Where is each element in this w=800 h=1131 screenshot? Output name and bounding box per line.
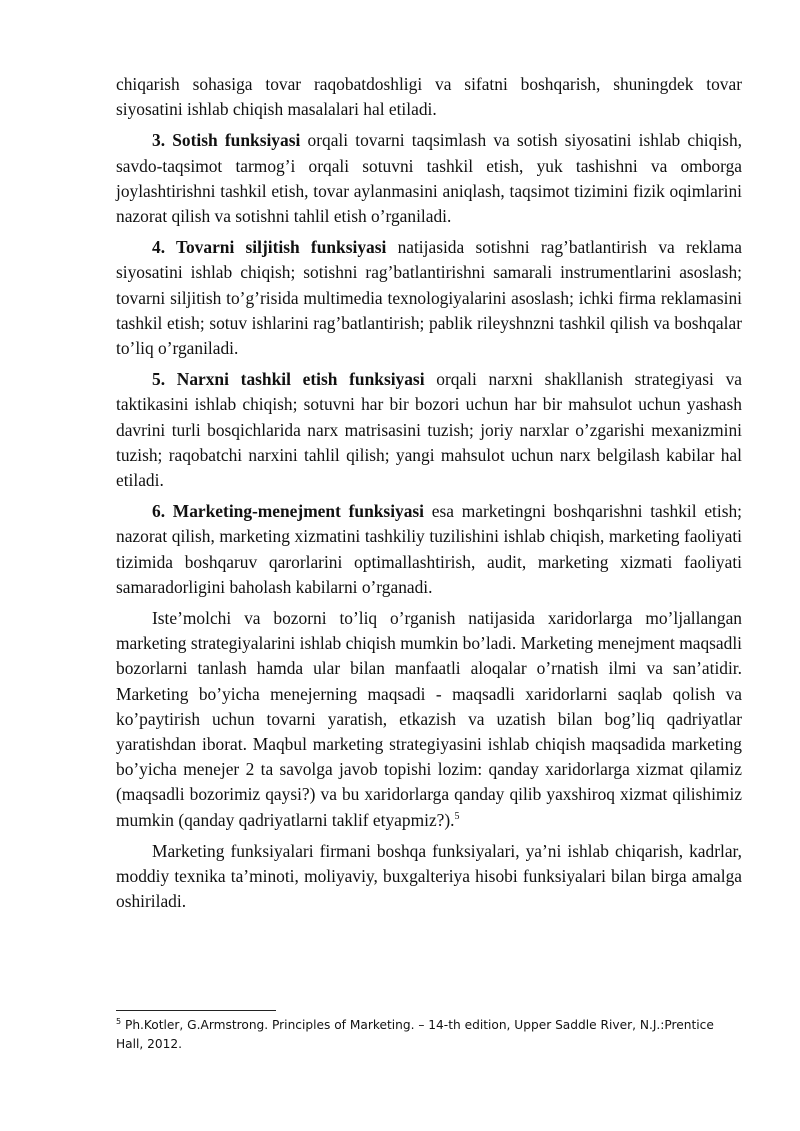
paragraph-pricing-function [116, 367, 742, 493]
paragraph-promotion-function [116, 235, 742, 361]
paragraph-management-function [116, 499, 742, 600]
footnote-number: 5 [116, 1016, 122, 1026]
paragraph-heading: 5. Narxni tashkil etish funksiyasi [152, 369, 425, 390]
footnote-text: Ph.Kotler, G.Armstrong. Principles of Marketing. – 14-th edition, Upper Saddle River, N.J.:Prentice Hall, 2012. [116, 1018, 714, 1051]
paragraph-text: orqali narxni shakllanish strategiyasi va taktikasini ishlab chiqish; sotuvni har bir bozori uchun har bir mahsulot uchun yashash davrini turli bosqichlarida narx matrisasini tuzish; joriy narxlar o’zgarishi mexanizmini tuzish; raqobatchi narxini tahlil qilish; yangi mahsulot uchun narx belgilash kabilar hal etiladi. [116, 369, 742, 491]
document-body [116, 72, 742, 915]
paragraph-text: orqali tovarni taqsimlash va sotish siyosatini ishlab chiqish, savdo-taqsimot tarmog’i orqali sotuvni tashkil etish, yuk tashishni va omborga joylashtirishni tashkil etish, tovar aylanmasini aniqlash, taqsimot tizimini fizik oqimlarini nazorat qilish va sotishni tahlil etish o’rganiladi. [116, 130, 742, 227]
paragraph-heading: 3. Sotish funksiyasi [152, 130, 301, 151]
paragraph-text: natijasida sotishni rag’batlantirish va reklama siyosatini ishlab chiqish; sotishni rag’batlantirishni samarali instrumentlarini asoslash; tovarni siljitish to’g’risida multimedia texnologiyalarini asoslash; ichki firma reklamasini tashkil etish; sotuv ishlarini rag’batlantirish; pablik rileyshnzni tashkil qilish va boshqalar to’liq o’rganiladi. [116, 237, 742, 359]
paragraph-sales-function [116, 128, 742, 229]
paragraph-text: Iste’molchi va bozorni to’liq o’rganish natijasida xaridorlarga mo’ljallangan marketing strategiyalarini ishlab chiqish mumkin bo’ladi. Marketing menejment maqsadli bozorlarni tanlash hamda ular bilan manfaatli aloqalar o’rnatish ilmi va san’atidir. Marketing bo’yicha menejerning maqsadi - maqsadli xaridorlarni saqlab qolish va ko’paytirish uchun tovarni yaratish, etkazish va uzatish bilan bog’liq qadriyatlar yaratishdan iborat. Maqbul marketing strategiyasini ishlab chiqish maqsadida marketing bo’yicha menejer 2 ta savolga javob topishi lozim: qanday xaridorlarga xizmat qilamiz (maqsadli bozorimiz qaysi?) va bu xaridorlarga qanday qilib yaxshiroq xizmat qilishimiz mumkin (qanday qadriyatlarni taklif etyapmiz?). [116, 608, 742, 830]
paragraph-heading: 6. Marketing-menejment funksiyasi [152, 501, 425, 522]
footnote-separator [116, 1010, 276, 1011]
footnote-reference[interactable]: 5 [454, 810, 460, 822]
paragraph-text: Marketing funksiyalari firmani boshqa funksiyalari, ya’ni ishlab chiqarish, kadrlar, moddiy texnika ta’minoti, moliyaviy, buxgalteriya hisobi funksiyalari bilan birga amalga oshiriladi. [116, 840, 742, 912]
paragraph-marketing-strategy [116, 606, 742, 833]
footnote [116, 1016, 742, 1054]
paragraph-other-functions [116, 839, 742, 915]
paragraph-heading: 4. Tovarni siljitish funksiyasi [152, 237, 387, 258]
paragraph-text: esa marketingni boshqarishni tashkil etish; nazorat qilish, marketing xizmatini tashkiliy tuzilishini ishlab chiqish, marketing faoliyati tizimida boshqaruv qarorlarini optimallashtirish, audit, marketing xizmati faoliyati samaradorligini baholash kabilarni o’rganadi. [116, 501, 743, 597]
paragraph-text: chiqarish sohasiga tovar raqobatdoshligi va sifatni boshqarish, shuningdek tovar siyosatini ishlab chiqish masalalari hal etiladi. [116, 74, 742, 120]
paragraph-continuation [116, 72, 742, 122]
